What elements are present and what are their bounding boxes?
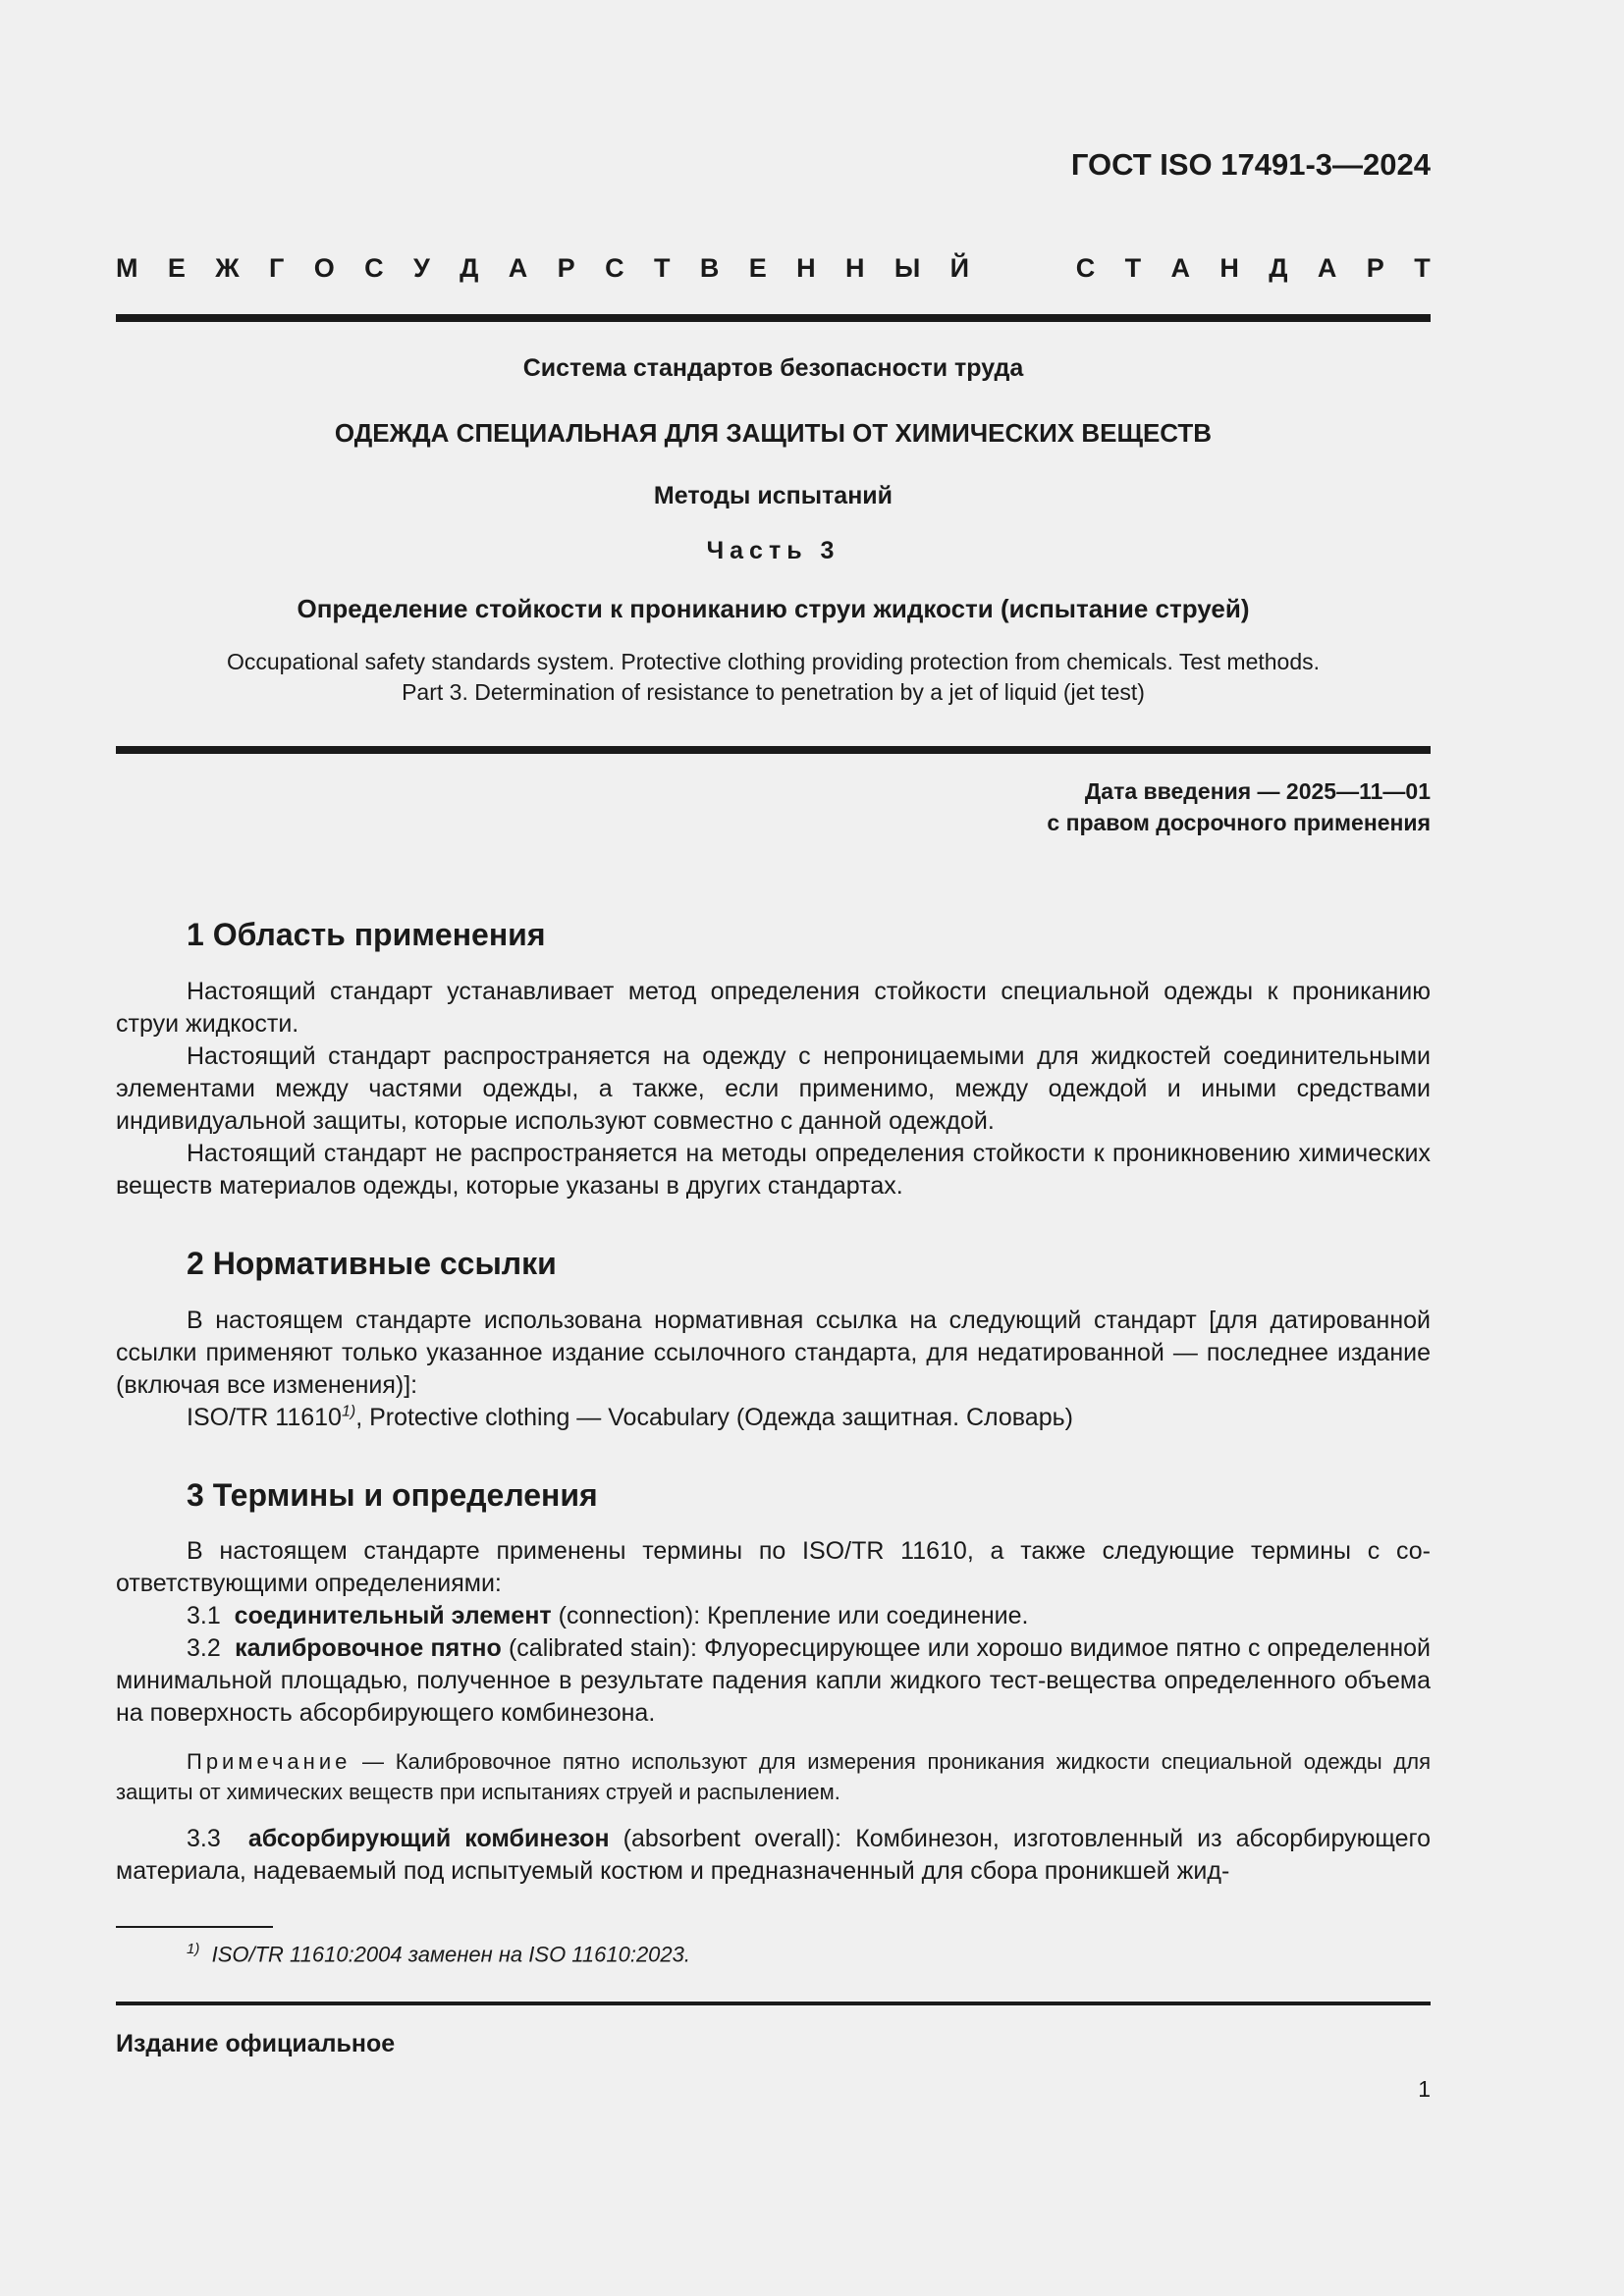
- note-text: — Калибровочное пятно используют для измерения проникания жидкости специальной одежды для защиты от химических веществ при испытаниях струей и распылением.: [116, 1749, 1431, 1804]
- interstate-letter: Т: [1124, 253, 1142, 283]
- interstate-letter: Н: [796, 253, 816, 283]
- reference-code: ISO/TR 11610: [187, 1404, 342, 1431]
- interstate-letter: У: [413, 253, 430, 283]
- footnote: [187, 1941, 690, 1967]
- section-body: [116, 1535, 1431, 1730]
- interstate-letter: С: [1075, 253, 1096, 283]
- term-entry: [116, 1632, 1431, 1730]
- interstate-standard-label: [116, 253, 1431, 284]
- note: [116, 1746, 1431, 1807]
- footnote-text: ISO/TR 11610:2004 заменен на ISO 11610:2023.: [211, 1942, 691, 1967]
- section-body: [116, 1305, 1431, 1434]
- term-definition: (connection): Крепление или соединение.: [551, 1602, 1029, 1629]
- interstate-letter: А: [1170, 253, 1191, 283]
- interstate-letter: А: [1317, 253, 1337, 283]
- page-number: 1: [1418, 2076, 1431, 2102]
- paragraph: Настоящий стандарт устанавливает метод определения стойкости специальной одежды к прониканию струи жидкости.: [116, 978, 1431, 1038]
- interstate-letter: Ы: [893, 253, 921, 283]
- term-definition: (calibrated stain): Флуоресцирующее или хорошо видимое пятно с определенной минимальной площадью, полученное в результате падения капли жидкого тест-вещества определенного объема на поверхность абсорбирующего комбинезона.: [116, 1634, 1431, 1727]
- interstate-letter: Н: [1219, 253, 1239, 283]
- interstate-letter: С: [364, 253, 384, 283]
- interstate-letter: Е: [748, 253, 767, 283]
- interstate-letter: Р: [557, 253, 575, 283]
- normative-reference: [116, 1402, 1431, 1434]
- document-code: ГОСТ ISO 17491-3—2024: [1070, 147, 1431, 182]
- section-heading: 3 Термины и определения: [187, 1477, 598, 1513]
- note-label: Примечание: [187, 1749, 352, 1774]
- footnote-number: 1): [187, 1941, 200, 1957]
- interstate-letter: Н: [844, 253, 865, 283]
- paragraph: В настоящем стандарте использована нормативная ссылка на следующий стандарт [для датированной ссылки применяют только указанное издание ссылочного стандарта, для недатированной — последнее издание (включая все изменения)]:: [116, 1307, 1431, 1399]
- interstate-letter: М: [116, 253, 138, 283]
- paragraph: В настоящем стандарте применены термины по ISO/TR 11610, а также следующие термины с соответствующими определениями:: [116, 1537, 1431, 1597]
- term-number: 3.1: [187, 1602, 221, 1629]
- interstate-letter: О: [313, 253, 335, 283]
- term-definition: (absorbent overall): Комбинезон, изготовленный из абсорбирующего материала, надеваемый под испытуемый костюм и предназначенный для сбора проникшей жид-: [116, 1825, 1431, 1885]
- note-paragraph: [116, 1746, 1431, 1807]
- interstate-letter: Г: [269, 253, 285, 283]
- english-title-line: Occupational safety standards system. Protective clothing providing protection from chemicals. Test methods.: [226, 649, 1321, 674]
- footnote-marker[interactable]: 1): [341, 1403, 356, 1420]
- english-title-line: Part 3. Determination of resistance to penetration by a jet of liquid (jet test): [402, 679, 1145, 705]
- footnote-separator: [116, 1926, 273, 1928]
- system-title: Система стандартов безопасности труда: [522, 354, 1024, 382]
- footer-divider: [116, 2002, 1431, 2005]
- section-body: [116, 1823, 1431, 1888]
- word-gap: [999, 253, 1046, 284]
- interstate-letter: Е: [167, 253, 186, 283]
- section-heading: 2 Нормативные ссылки: [187, 1246, 557, 1281]
- title-divider: [116, 746, 1431, 754]
- introduction-date: Дата введения — 2025—11—01: [1084, 778, 1431, 804]
- early-application-note: с правом досрочного применения: [1047, 810, 1431, 835]
- interstate-letter: Ж: [215, 253, 240, 283]
- english-title: [116, 647, 1431, 708]
- interstate-letter: Д: [1269, 253, 1288, 283]
- introduction-date-block: [1047, 775, 1431, 838]
- term-number: 3.2: [187, 1634, 221, 1662]
- interstate-letter: С: [605, 253, 624, 283]
- section-body: [116, 976, 1431, 1202]
- interstate-letter: Т: [1414, 253, 1431, 283]
- term: абсорбирующий комбинезон: [247, 1825, 610, 1852]
- paragraph: Настоящий стандарт распространяется на одежду с непроницаемыми для жидкостей соединительными элементами между частями одежды, а также, если применимо, между одеждой и иными средствами индивидуальной защиты, которые используют совместно с данной одеждой.: [116, 1042, 1431, 1135]
- term: калибровочное пятно: [235, 1634, 502, 1662]
- interstate-letter: А: [508, 253, 528, 283]
- header-divider: [116, 314, 1431, 322]
- interstate-letter: Й: [949, 253, 970, 283]
- interstate-letter: Т: [653, 253, 671, 283]
- paragraph: Настоящий стандарт не распространяется на методы определения стойкости к проникновению химических веществ материалов одежды, которые указаны в других стандартах.: [116, 1140, 1431, 1200]
- reference-title: , Protective clothing — Vocabulary (Одежда защитная. Словарь): [355, 1404, 1073, 1431]
- interstate-letter: Д: [460, 253, 479, 283]
- term-entry: [116, 1600, 1431, 1632]
- main-title: ОДЕЖДА СПЕЦИАЛЬНАЯ ДЛЯ ЗАЩИТЫ ОТ ХИМИЧЕСКИХ ВЕЩЕСТВ: [334, 418, 1213, 448]
- document-page: [116, 0, 1431, 2296]
- interstate-letter: Р: [1366, 253, 1384, 283]
- subtitle: Определение стойкости к прониканию струи жидкости (испытание струей): [297, 594, 1250, 623]
- term-entry: [116, 1823, 1431, 1888]
- section-heading: 1 Область применения: [187, 917, 546, 952]
- official-edition-label: Издание официальное: [116, 2030, 396, 2057]
- term-number: 3.3: [187, 1825, 221, 1852]
- methods-title: Методы испытаний: [653, 482, 893, 509]
- interstate-letter: В: [699, 253, 720, 283]
- part-title: Часть 3: [706, 537, 840, 564]
- term: соединительный элемент: [234, 1602, 552, 1629]
